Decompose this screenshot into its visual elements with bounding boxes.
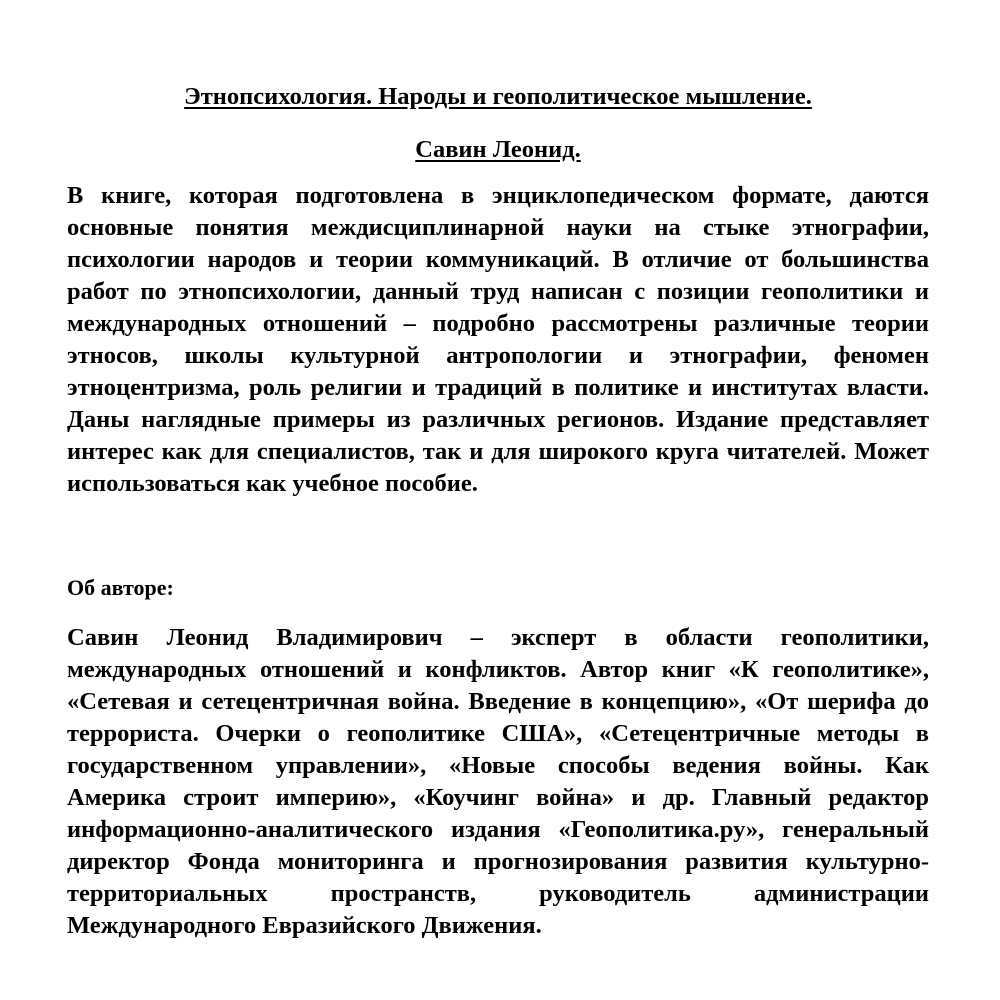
about-author-heading: Об авторе: xyxy=(67,575,174,600)
book-title-text: Этнопсихология. Народы и геополитическое мышление. xyxy=(184,83,812,110)
book-author-text: Савин Леонид. xyxy=(415,136,581,163)
about-author-text: Савин Леонид Владимирович – эксперт в области геополитики, международных отношений и конфликтов. Автор книг «К геополитике», «Сетевая и сетецентричная война. Введение в концепцию», «От шерифа до террориста. Очерки о геополитике США», «Сетецентричные методы в государственном управлении», «Новые способы ведения войны. Как Америка строит империю», «Коучинг война» и др. Главный редактор информационно-аналитического издания «Геополитика.ру», генеральный директор Фонда мониторинга и прогнозирования развития культурно-территориальных пространств, руководитель администрации Международного Евразийского Движения. xyxy=(67,624,929,939)
book-title xyxy=(67,80,929,114)
book-author xyxy=(67,133,929,167)
document-page xyxy=(67,80,929,942)
book-description: В книге, которая подготовлена в энциклопедическом формате, даются основные понятия междисциплинарной науки на стыке этнографии, психологии народов и теории коммуникаций. В отличие от большинства работ по этнопсихологии, данный труд написан с позиции геополитики и международных отношений – подробно рассмотрены различные теории этносов, школы культурной антропологии и этнографии, феномен этноцентризма, роль религии и традиций в политике и институтах власти. Даны наглядные примеры из различных регионов. Издание представляет интерес как для специалистов, так и для широкого круга читателей. Может использоваться как учебное пособие. xyxy=(67,182,929,497)
